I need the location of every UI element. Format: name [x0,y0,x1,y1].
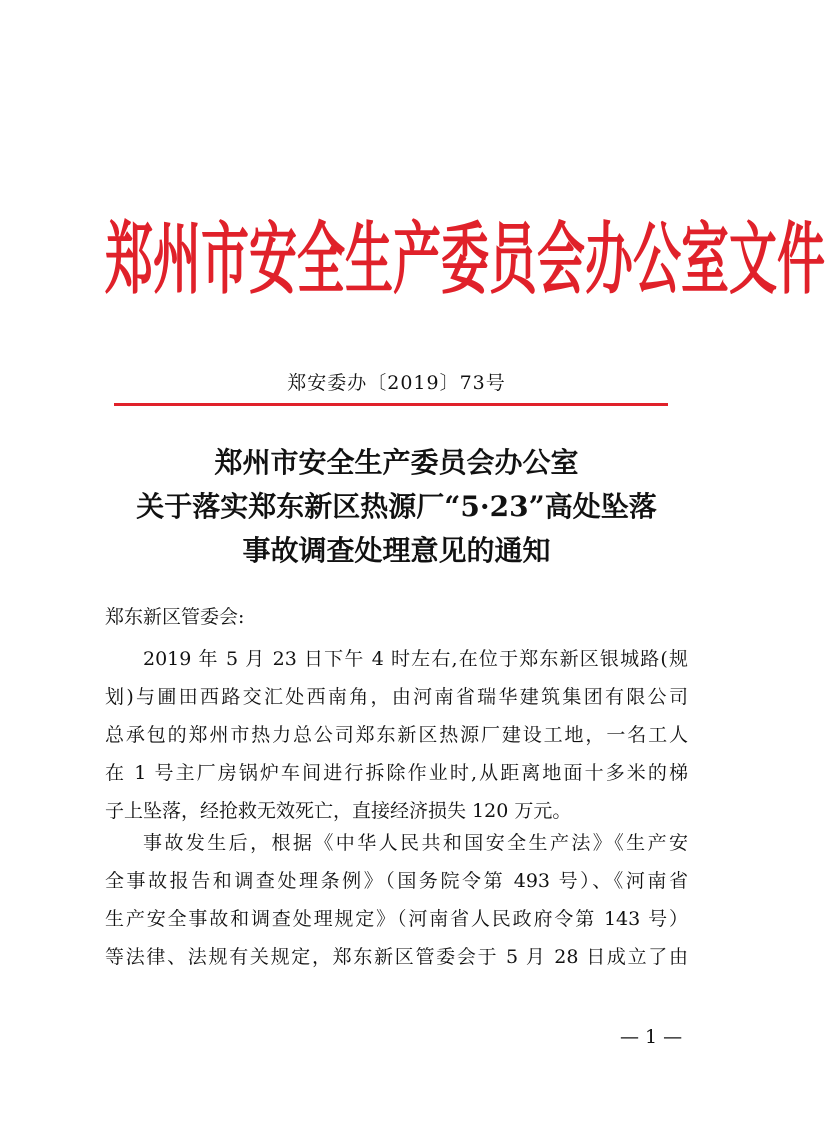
document-masthead [105,208,825,312]
paragraph-1-line-1: 2019 年 5 月 23 日下午 4 时左右,在位于郑东新区银城路(规 [143,648,688,670]
paragraph-2-line-1: 事故发生后，根据《中华人民共和国安全生产法》《生产安 [143,832,688,854]
paragraph-1-line-3: 总承包的郑州市热力总公司郑东新区热源厂建设工地，一名工人 [105,724,688,746]
title-line-2: 关于落实郑东新区热源厂“5·23”高处坠落 [136,490,657,523]
paragraph-1-line-4: 在 1 号主厂房锅炉车间进行拆除作业时,从距离地面十多米的梯 [105,762,688,784]
document-title [0,441,793,573]
paragraph-2-line-3: 生产安全事故和调查处理规定》（河南省人民政府令第 143 号） [105,908,688,930]
masthead-text: 郑州市安全生产委员会办公室文件 [105,214,825,306]
paragraph-1 [105,640,688,830]
document-number: 郑安委办〔2019〕73号 [287,372,506,394]
title-line-1: 郑州市安全生产委员会办公室 [214,446,579,479]
red-divider-line [114,403,668,406]
salutation: 郑东新区管委会: [105,606,245,628]
title-line-3: 事故调查处理意见的通知 [242,534,551,567]
paragraph-1-line-5: 子上坠落，经抢救无效死亡，直接经济损失 120 万元。 [105,800,572,822]
paragraph-1-line-2: 划)与圃田西路交汇处西南角，由河南省瑞华建筑集团有限公司 [105,686,688,708]
page-number: — 1 — [620,1026,683,1048]
paragraph-2-line-4: 等法律、法规有关规定，郑东新区管委会于 5 月 28 日成立了由 [105,946,688,968]
paragraph-2-line-2: 全事故报告和调查处理条例》（国务院令第 493 号）、《河南省 [105,870,688,892]
paragraph-2 [105,824,688,976]
